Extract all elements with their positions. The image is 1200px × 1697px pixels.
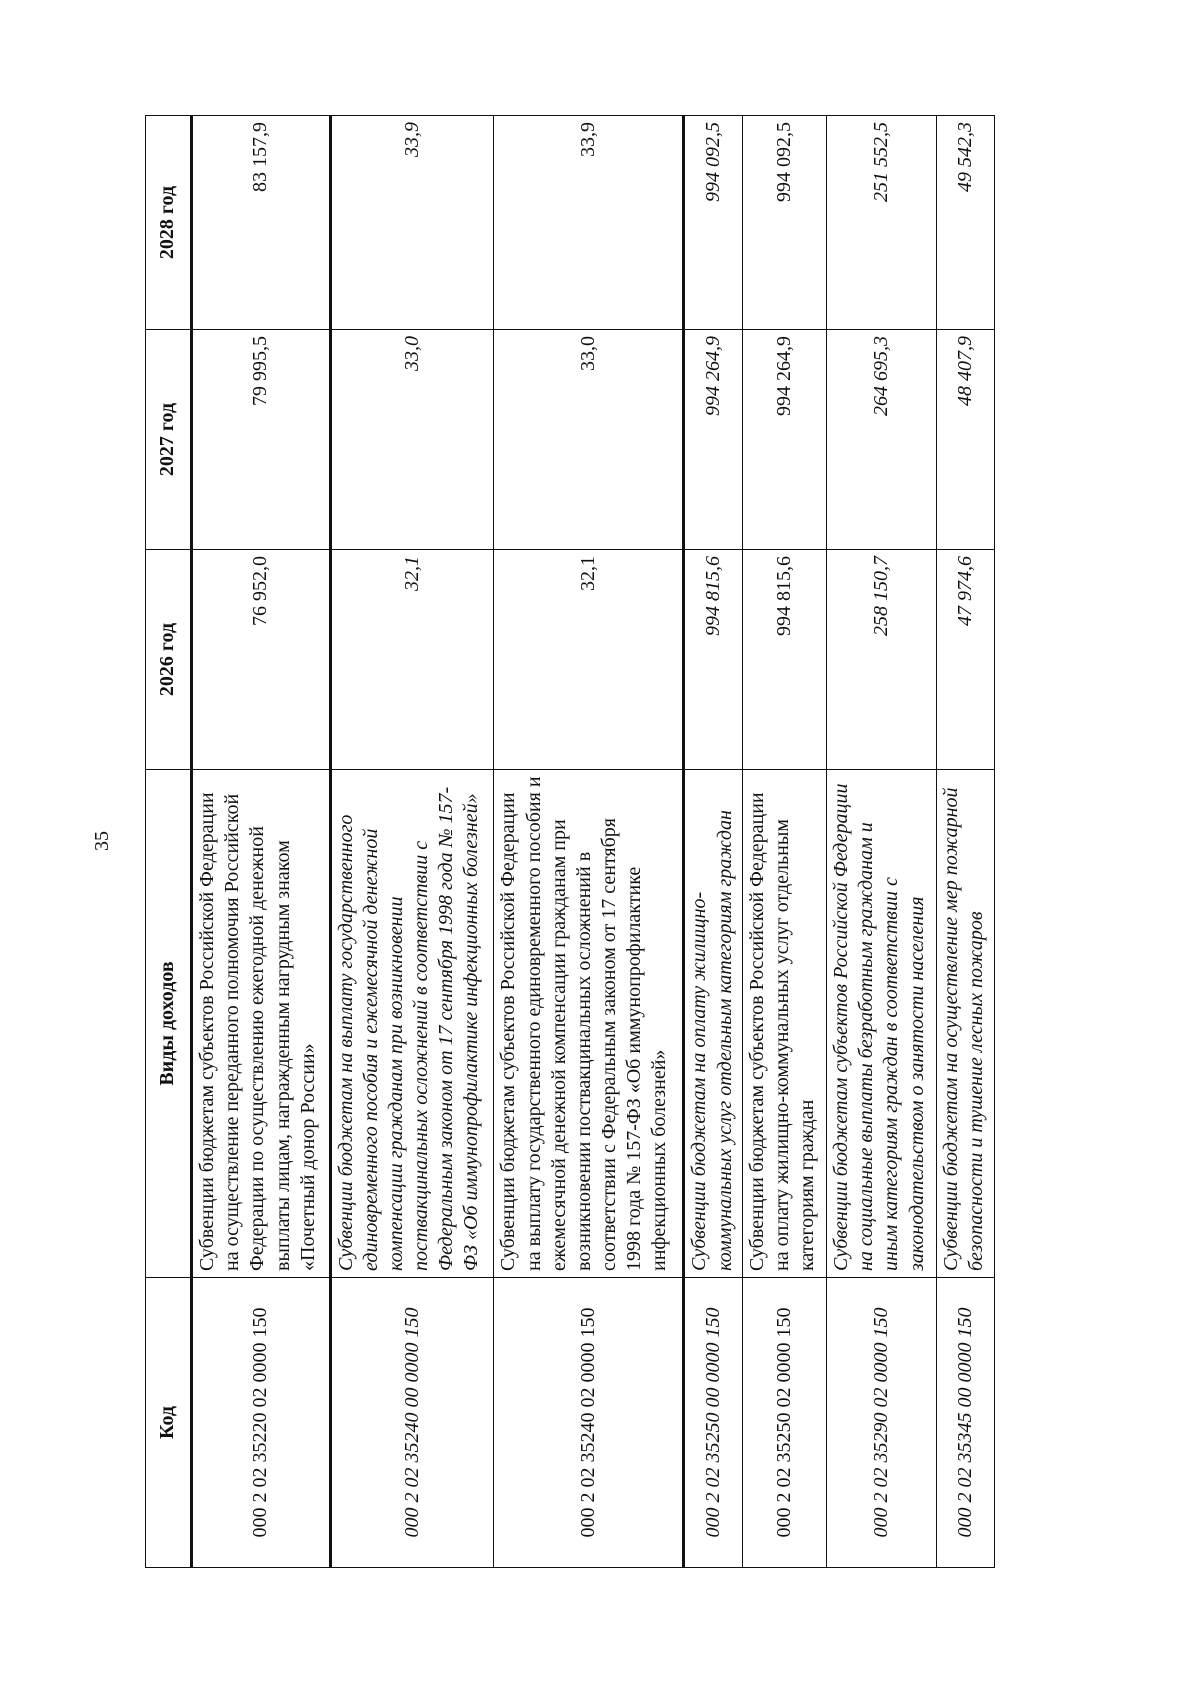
cell-2026: 76 952,0 [192, 550, 331, 770]
cell-code: 000 2 02 35250 02 0000 150 [743, 1278, 827, 1568]
cell-2027: 33,0 [330, 330, 494, 550]
cell-2028: 83 157,9 [192, 116, 331, 330]
cell-code: 000 2 02 35240 02 0000 150 [494, 1278, 684, 1568]
table-row [743, 116, 827, 1568]
cell-2028: 251 552,5 [827, 116, 937, 330]
header-2027: 2027 год [146, 330, 192, 550]
cell-2027: 33,0 [494, 330, 684, 550]
table-row [684, 116, 743, 1568]
cell-2026: 32,1 [330, 550, 494, 770]
table-row [937, 116, 995, 1568]
cell-description: Субвенции бюджетам на осуществление мер пожарной безопасности и тушение лесных пожаров [937, 770, 995, 1278]
cell-2028: 49 542,3 [937, 116, 995, 330]
cell-description: Субвенции бюджетам субъектов Российской Федерации на социальные выплаты безработным гражданам и иным категориям граждан в соответствии с законодательством о занятости населения [827, 770, 937, 1278]
revenue-table-container [145, 116, 995, 1568]
cell-code: 000 2 02 35290 02 0000 150 [827, 1278, 937, 1568]
cell-description: Субвенции бюджетам субъектов Российской Федерации на выплату государственного единовременного пособия и ежемесячной денежной компенсации гражданам при возникновении поствакцинальных осложнений в соответствии с Федеральным законом от 17 сентября 1998 года № 157-ФЗ «Об иммунопрофилактике инфекционных болезней» [494, 770, 684, 1278]
table-row [494, 116, 684, 1568]
cell-description: Субвенции бюджетам на выплату государственного единовременного пособия и ежемесячной денежной компенсации гражданам при возникновении поствакцинальных осложнений в соответствии с Федеральным законом от 17 сентября 1998 года № 157-ФЗ «Об иммунопрофилактике инфекционных болезней» [330, 770, 494, 1278]
cell-2028: 994 092,5 [743, 116, 827, 330]
cell-2027: 79 995,5 [192, 330, 331, 550]
table-row [330, 116, 494, 1568]
cell-code: 000 2 02 35345 00 0000 150 [937, 1278, 995, 1568]
table-row [192, 116, 331, 1568]
cell-2028: 33,9 [494, 116, 684, 330]
revenue-table-rotated [145, 116, 995, 1568]
header-type: Виды доходов [146, 770, 192, 1278]
cell-2026: 994 815,6 [684, 550, 743, 770]
cell-2027: 994 264,9 [743, 330, 827, 550]
cell-description: Субвенции бюджетам субъектов Российской Федерации на осуществление переданного полномочия Российской Федерации по осуществлению ежегодной денежной выплаты лицам, награжденным нагрудным знаком «Почетный донор России» [192, 770, 331, 1278]
cell-2026: 32,1 [494, 550, 684, 770]
cell-code: 000 2 02 35240 00 0000 150 [330, 1278, 494, 1568]
header-code: Код [146, 1278, 192, 1568]
cell-2026: 258 150,7 [827, 550, 937, 770]
header-2028: 2028 год [146, 116, 192, 330]
cell-2027: 994 264,9 [684, 330, 743, 550]
cell-2026: 47 974,6 [937, 550, 995, 770]
cell-2026: 994 815,6 [743, 550, 827, 770]
cell-2028: 33,9 [330, 116, 494, 330]
page-number: 35 [91, 831, 113, 851]
header-2026: 2026 год [146, 550, 192, 770]
cell-code: 000 2 02 35220 02 0000 150 [192, 1278, 331, 1568]
revenue-table [145, 115, 995, 1568]
table-row [827, 116, 937, 1568]
cell-code: 000 2 02 35250 00 0000 150 [684, 1278, 743, 1568]
table-header-row [146, 116, 192, 1568]
cell-description: Субвенции бюджетам на оплату жилищно-коммунальных услуг отдельным категориям граждан [684, 770, 743, 1278]
cell-description: Субвенции бюджетам субъектов Российской Федерации на оплату жилищно-коммунальных услуг отдельным категориям граждан [743, 770, 827, 1278]
cell-2027: 48 407,9 [937, 330, 995, 550]
cell-2028: 994 092,5 [684, 116, 743, 330]
cell-2027: 264 695,3 [827, 330, 937, 550]
